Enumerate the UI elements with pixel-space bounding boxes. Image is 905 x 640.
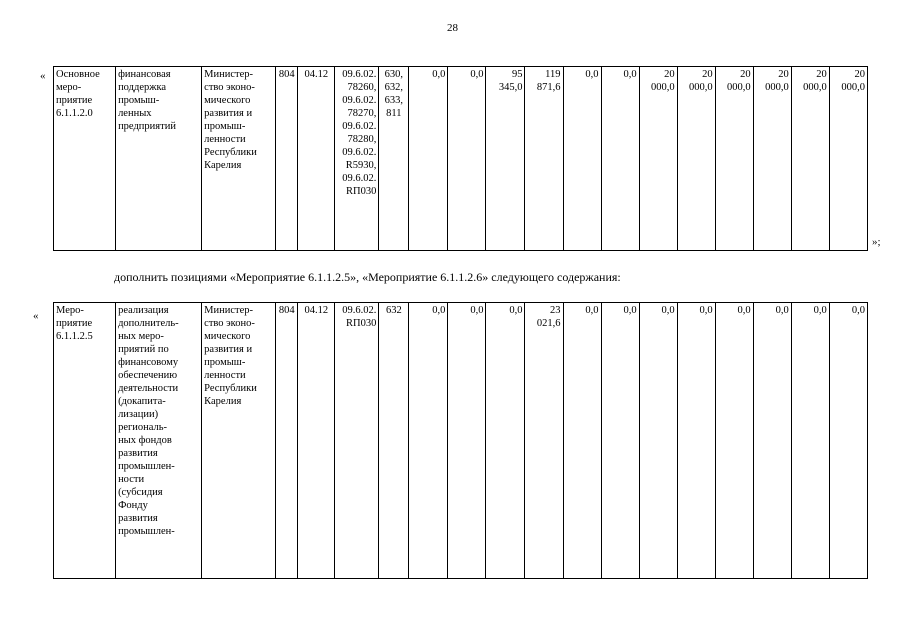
open-quote-1: « — [40, 70, 46, 82]
cell-value: 0,0 — [715, 303, 753, 579]
cell-value: 20 000,0 — [753, 67, 791, 251]
cell-ministry: Министер- ство эконо- мического развития и промыш- ленности Республики Карелия — [202, 303, 276, 579]
cell-rzpr: 04.12 — [298, 303, 335, 579]
cell-csr: 09.6.02. 78260, 09.6.02. 78270, 09.6.02. 78280, 09.6.02. R5930, 09.6.02. RП030 — [335, 67, 379, 251]
cell-value: 20 000,0 — [715, 67, 753, 251]
table-row — [54, 303, 868, 579]
cell-value: 0,0 — [409, 67, 448, 251]
cell-value: 95 345,0 — [486, 67, 525, 251]
cell-value: 0,0 — [448, 303, 486, 579]
cell-value: 0,0 — [563, 303, 601, 579]
cell-rzpr: 04.12 — [298, 67, 335, 251]
page-number: 28 — [447, 22, 458, 34]
cell-value: 119 871,6 — [525, 67, 563, 251]
cell-value: 20 000,0 — [639, 67, 677, 251]
cell-value: 0,0 — [677, 303, 715, 579]
cell-grbs: 804 — [276, 303, 298, 579]
cell-event-description: финансовая поддержка промыш- ленных предприятий — [116, 67, 202, 251]
cell-value: 0,0 — [601, 67, 639, 251]
cell-event-name: Основное меро- приятие 6.1.1.2.0 — [54, 67, 116, 251]
cell-value: 0,0 — [639, 303, 677, 579]
cell-vr: 630, 632, 633, 811 — [379, 67, 409, 251]
cell-value: 0,0 — [448, 67, 486, 251]
intro-paragraph: дополнить позициями «Мероприятие 6.1.1.2.5», «Мероприятие 6.1.1.2.6» следующего содержания: — [114, 270, 621, 284]
cell-vr: 632 — [379, 303, 409, 579]
cell-value: 20 000,0 — [677, 67, 715, 251]
cell-value: 0,0 — [601, 303, 639, 579]
cell-value: 0,0 — [829, 303, 867, 579]
cell-value: 23 021,6 — [525, 303, 563, 579]
cell-event-description: реализация дополнитель- ных меро- приятий по финансовому обеспечению деятельности (докапита- лизации) региональ- ных фондов развития промышлен- ности (субсидия Фонду развития промышлен- — [116, 303, 202, 579]
cell-event-name: Меро- приятие 6.1.1.2.5 — [54, 303, 116, 579]
cell-csr: 09.6.02. RП030 — [335, 303, 379, 579]
cell-value: 0,0 — [791, 303, 829, 579]
cell-value: 0,0 — [486, 303, 525, 579]
table-row — [54, 67, 868, 251]
cell-value: 0,0 — [753, 303, 791, 579]
cell-value: 0,0 — [563, 67, 601, 251]
cell-grbs: 804 — [276, 67, 298, 251]
cell-value: 20 000,0 — [829, 67, 867, 251]
close-quote: »; — [872, 236, 881, 248]
cell-ministry: Министер- ство эконо- мического развития и промыш- ленности Республики Карелия — [202, 67, 276, 251]
table-event-6-1-1-2-5 — [53, 302, 868, 579]
cell-value: 0,0 — [409, 303, 448, 579]
open-quote-2: « — [33, 310, 39, 322]
cell-value: 20 000,0 — [791, 67, 829, 251]
table-main-event — [53, 66, 868, 251]
